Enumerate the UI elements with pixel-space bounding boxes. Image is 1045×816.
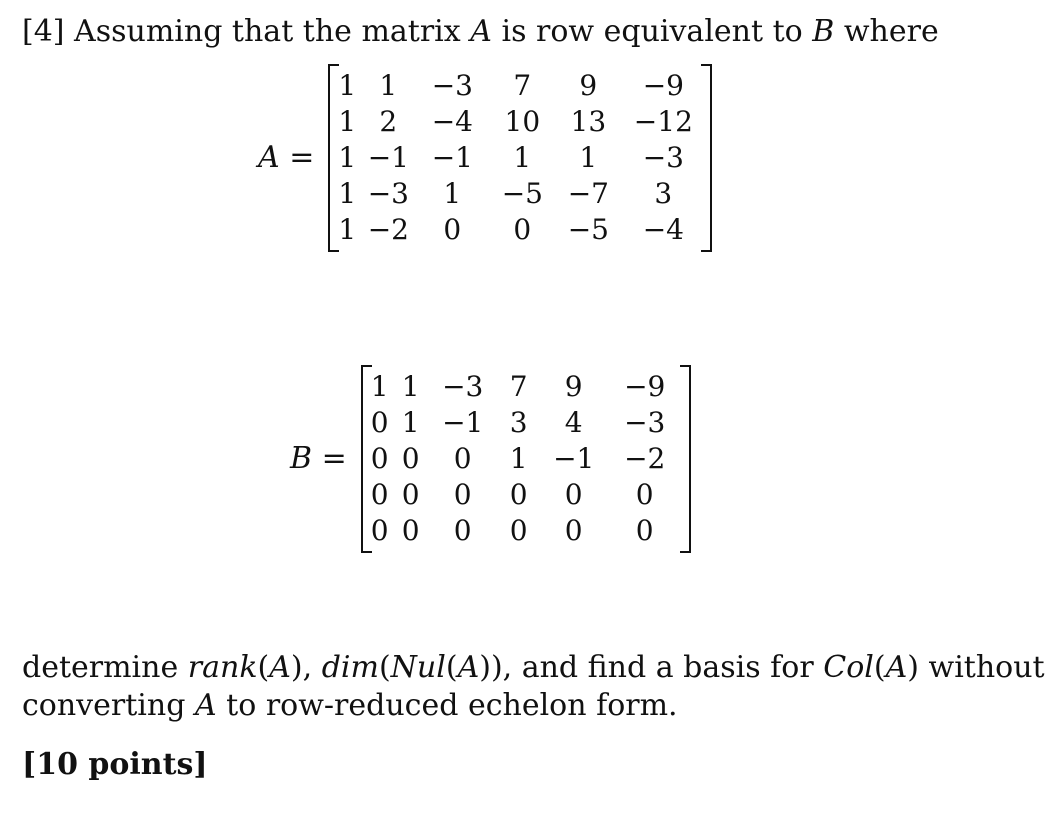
matrix-row — [371, 513, 683, 549]
matrix-entry: −5 — [501, 177, 543, 210]
var-b: B — [812, 14, 835, 49]
matrix-row — [338, 140, 704, 176]
matrix-entry: 0 — [564, 514, 583, 547]
matrix-entry: 0 — [509, 514, 528, 547]
matrix-entry: −1 — [442, 406, 484, 439]
question-line-2 — [22, 688, 678, 724]
matrix-entry: 1 — [401, 406, 420, 439]
matrix-entry: −12 — [633, 105, 693, 138]
matrix-entry: 9 — [564, 370, 583, 403]
matrix-row — [338, 176, 704, 212]
matrix-entry: −3 — [624, 406, 666, 439]
question-line-1: determine rank(A), dim(Nul(A)), and find a basis for Col(A) without — [22, 650, 1045, 685]
matrix-entry: 0 — [635, 478, 654, 511]
matrix-b-table — [371, 369, 683, 549]
matrix-entry: −3 — [442, 370, 484, 403]
matrix-entry: 10 — [504, 105, 541, 138]
matrix-entry: 0 — [401, 478, 420, 511]
col-arg: A — [885, 650, 908, 685]
matrix-entry: 1 — [338, 105, 357, 138]
nul-arg: A — [457, 650, 480, 685]
matrix-entry: −3 — [367, 177, 409, 210]
matrix-entry: −9 — [642, 69, 684, 102]
matrix-entry: 0 — [370, 406, 389, 439]
matrix-entry: 7 — [513, 69, 532, 102]
matrix-entry: −3 — [642, 141, 684, 174]
matrix-entry: 0 — [564, 478, 583, 511]
matrix-row — [371, 441, 683, 477]
matrix-entry: −5 — [567, 213, 609, 246]
rref-text: to row-reduced echelon form. — [226, 688, 678, 723]
converting-text: converting — [22, 688, 186, 723]
matrix-entry: 1 — [338, 177, 357, 210]
matrix-entry: 1 — [579, 141, 598, 174]
right-bracket — [680, 365, 691, 553]
matrix-entry: 0 — [453, 478, 472, 511]
without-text: without — [928, 650, 1045, 685]
matrix-a-label: A = — [258, 140, 315, 175]
matrix-b-label: B = — [290, 441, 347, 476]
matrix-entry: 0 — [370, 514, 389, 547]
matrix-entry: 1 — [338, 69, 357, 102]
matrix-a — [328, 64, 712, 252]
matrix-entry: −4 — [642, 213, 684, 246]
intro-text: Assuming that the matrix — [74, 14, 461, 49]
matrix-entry: −4 — [431, 105, 473, 138]
dim-func: dim — [321, 650, 379, 685]
var-a: A — [470, 14, 492, 49]
matrix-entry: 1 — [338, 213, 357, 246]
determine-text: determine — [22, 650, 179, 685]
matrix-entry: 3 — [509, 406, 528, 439]
matrix-entry: −2 — [624, 442, 666, 475]
line2-var-a: A — [194, 688, 217, 723]
matrix-entry: −2 — [367, 213, 409, 246]
matrix-a-block — [258, 64, 712, 252]
matrix-entry: 13 — [570, 105, 607, 138]
matrix-row — [371, 369, 683, 405]
matrix-entry: 1 — [370, 370, 389, 403]
rank-arg: A — [269, 650, 291, 685]
points-label: [10 points] — [22, 747, 208, 782]
matrix-b-block — [290, 365, 691, 553]
matrix-row — [338, 68, 704, 104]
matrix-entry: −9 — [624, 370, 666, 403]
matrix-entry: 9 — [579, 69, 598, 102]
matrix-entry: 0 — [401, 442, 420, 475]
left-bracket — [361, 365, 372, 553]
matrix-entry: 2 — [379, 105, 398, 138]
matrix-row — [371, 477, 683, 513]
matrix-row — [338, 104, 704, 140]
nul-func: Nul — [390, 650, 446, 685]
matrix-entry: 1 — [379, 69, 398, 102]
matrix-row — [371, 405, 683, 441]
matrix-entry: 4 — [564, 406, 583, 439]
col-func: Col — [823, 650, 874, 685]
matrix-entry: 7 — [509, 370, 528, 403]
matrix-entry: 3 — [654, 177, 673, 210]
matrix-entry: 0 — [453, 514, 472, 547]
matrix-entry: 1 — [401, 370, 420, 403]
matrix-entry: 1 — [513, 141, 532, 174]
matrix-entry: 0 — [370, 478, 389, 511]
matrix-entry: −1 — [431, 141, 473, 174]
matrix-entry: −7 — [567, 177, 609, 210]
matrix-entry: 0 — [443, 213, 462, 246]
rank-func: rank — [187, 650, 258, 685]
matrix-entry: 0 — [401, 514, 420, 547]
matrix-entry: −1 — [553, 442, 595, 475]
right-bracket — [701, 64, 712, 252]
matrix-entry: 0 — [453, 442, 472, 475]
problem-statement — [22, 14, 939, 50]
matrix-entry: 1 — [509, 442, 528, 475]
matrix-entry: 0 — [513, 213, 532, 246]
matrix-a-table — [338, 68, 704, 248]
matrix-b — [361, 365, 691, 553]
matrix-entry: 0 — [370, 442, 389, 475]
matrix-entry: 0 — [509, 478, 528, 511]
matrix-entry: 1 — [338, 141, 357, 174]
matrix-entry: −3 — [431, 69, 473, 102]
where-text: where — [843, 14, 939, 49]
left-bracket — [328, 64, 339, 252]
matrix-entry: −1 — [367, 141, 409, 174]
row-equivalent-text: is row equivalent to — [501, 14, 803, 49]
basis-text: , and find a basis for — [502, 650, 814, 685]
matrix-entry: 0 — [635, 514, 654, 547]
matrix-entry: 1 — [443, 177, 462, 210]
matrix-row — [338, 212, 704, 248]
problem-number: [4] — [22, 14, 65, 49]
